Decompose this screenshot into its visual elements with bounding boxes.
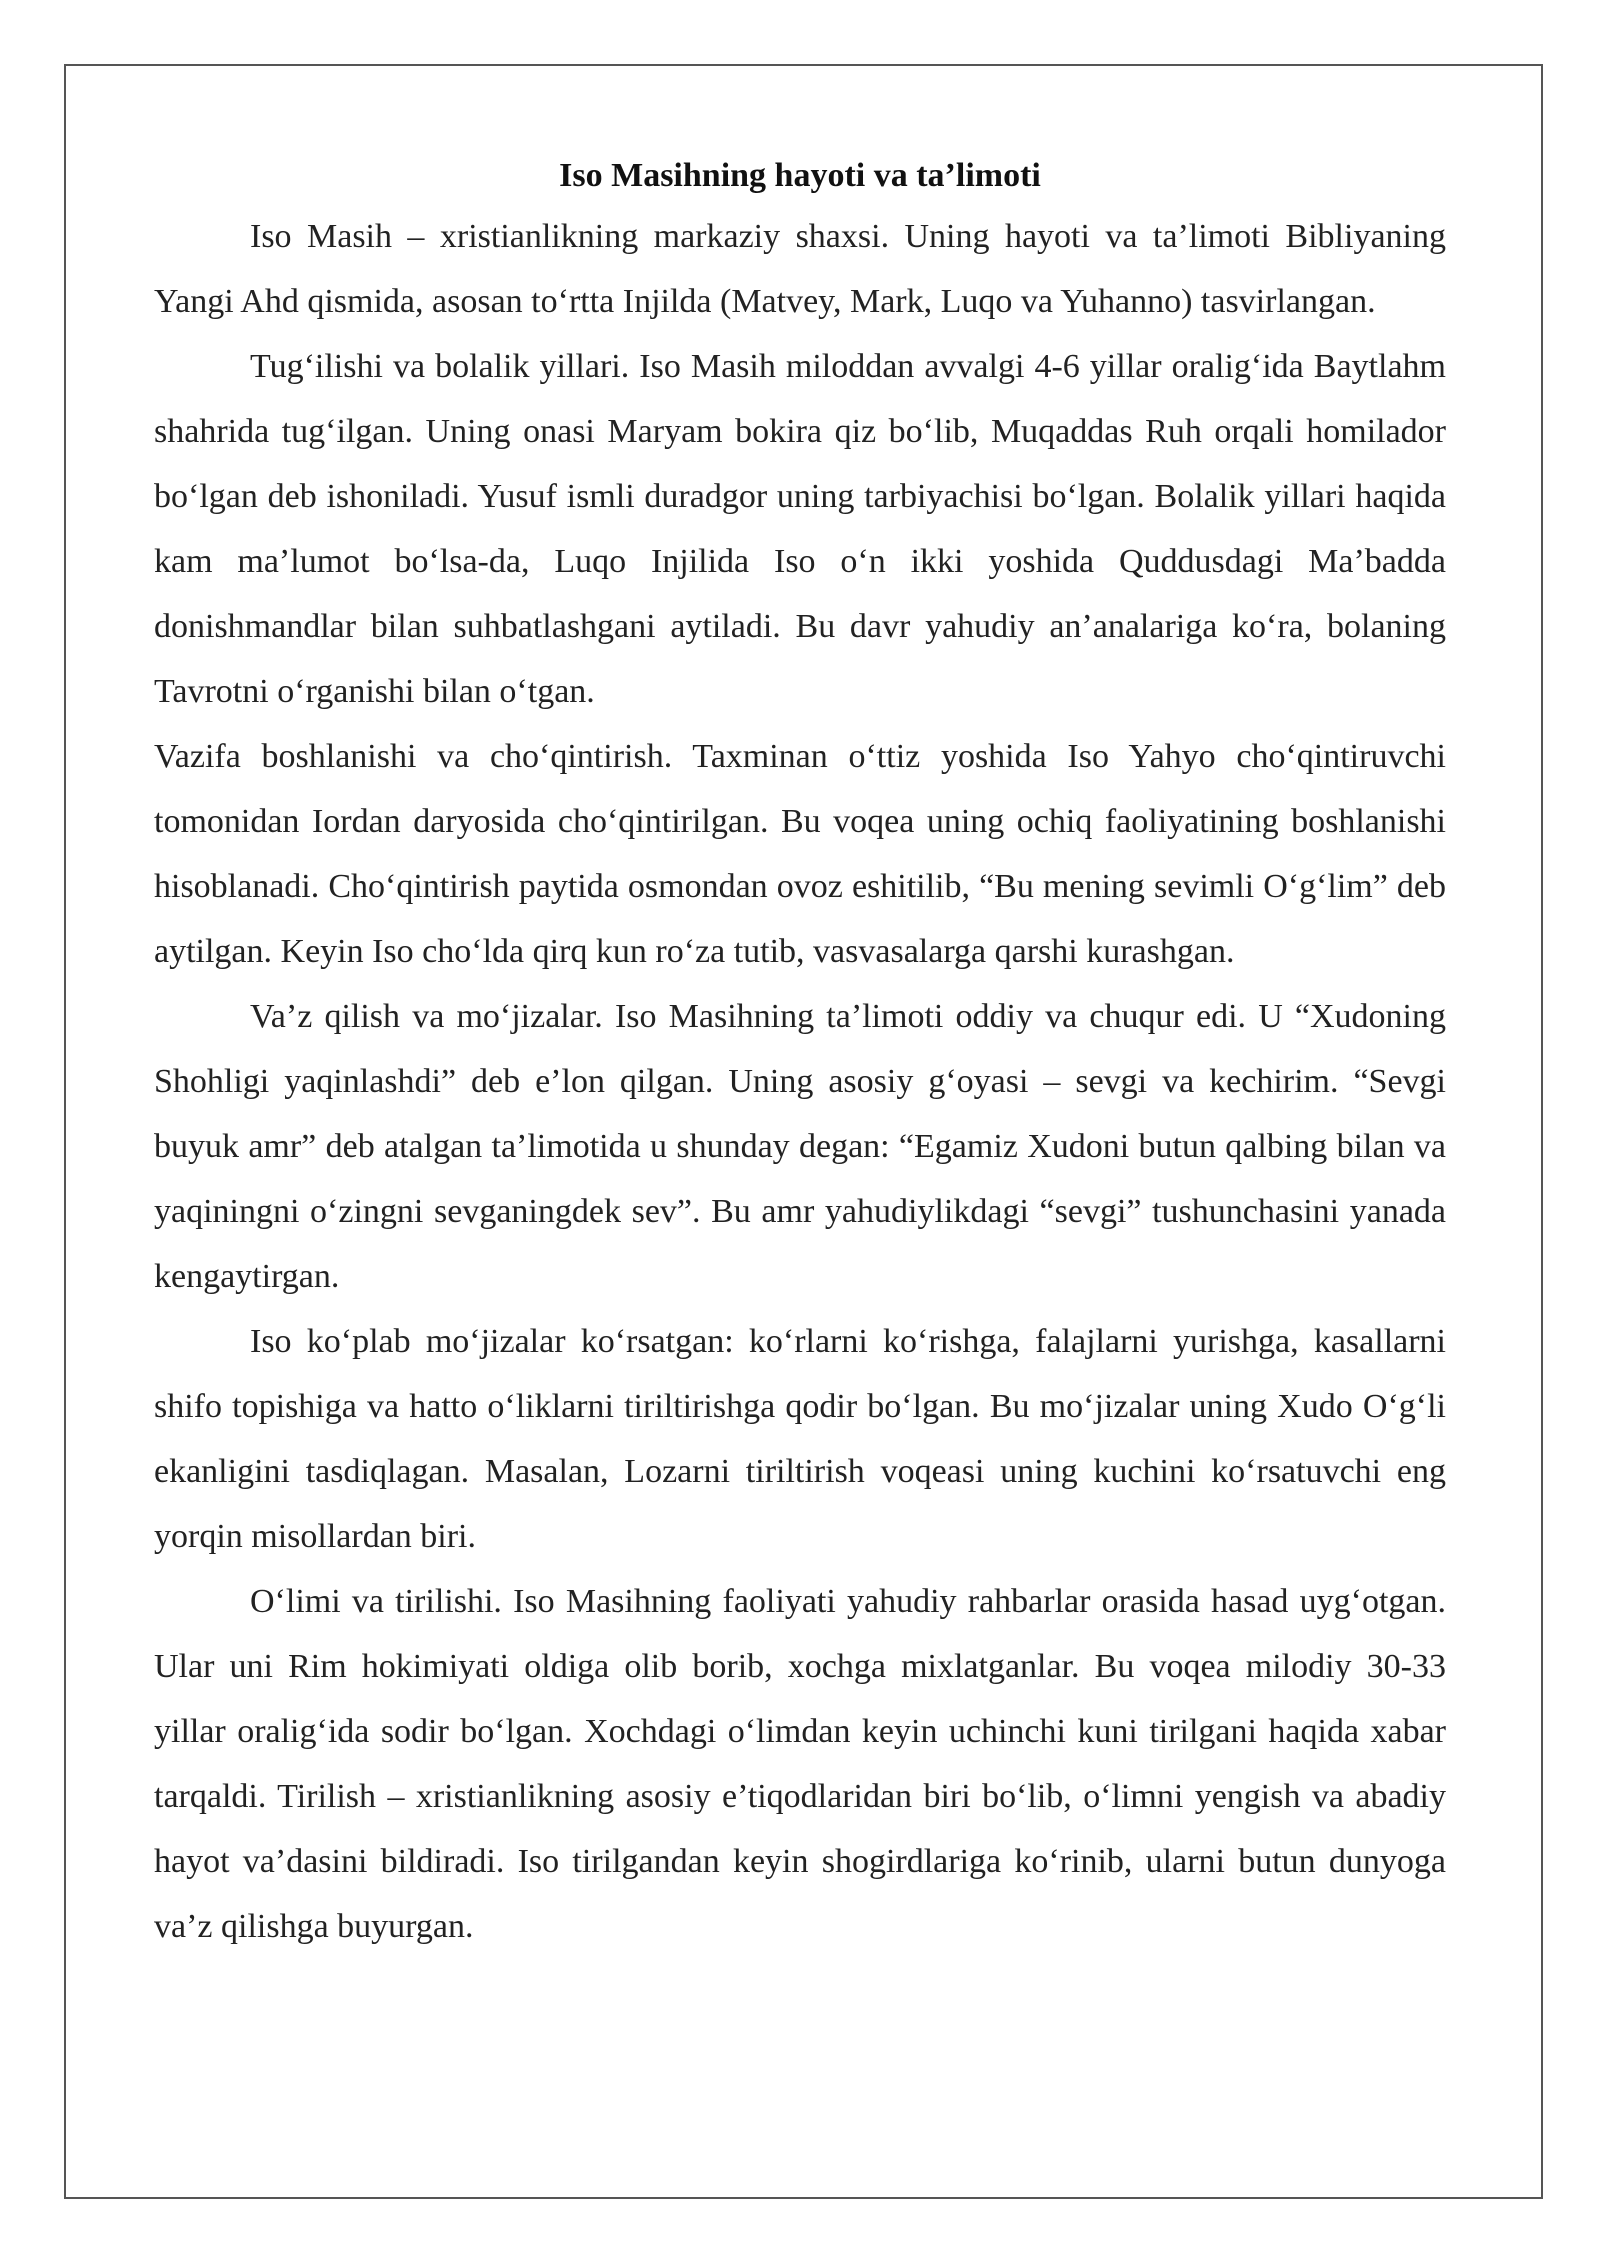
paragraph-introduction: Iso Masih – xristianlikning markaziy shaxsi. Uning hayoti va ta’limoti Bibliyaning Yangi Ahd qismida, asosan to‘rtta Injilda (Matvey, Mark, Luqo va Yuhanno) tasvirlangan. (154, 218, 1446, 320)
document-title: Iso Masihning hayoti va ta’limoti (559, 157, 1041, 194)
paragraph-preaching: Va’z qilish va mo‘jizalar. Iso Masihning ta’limoti oddiy va chuqur edi. U “Xudoning Shohligi yaqinlashdi” deb e’lon qilgan. Uning asosiy g‘oyasi – sevgi va kechirim. “Sevgi buyuk amr” deb atalgan ta’limotida u shunday degan: “Egamiz Xudoni butun qalbing bilan va yaqiningni o‘zingni sevganingdek sev”. Bu amr yahudiylikdagi “sevgi” tushunchasini yanada kengaytirgan. (154, 998, 1446, 1295)
paragraph-death-resurrection: O‘limi va tirilishi. Iso Masihning faoliyati yahudiy rahbarlar orasida hasad uyg‘otgan. Ular uni Rim hokimiyati oldiga olib borib, xochga mixlatganlar. Bu voqea milodiy 30-33 yillar oralig‘ida sodir bo‘lgan. Xochdagi o‘limdan keyin uchinchi kuni tirilgani haqida xabar tarqaldi. Tirilish – xristianlikning asosiy e’tiqodlaridan biri bo‘lib, o‘limni yengish va abadiy hayot va’dasini bildiradi. Iso tirilgandan keyin shogirdlariga ko‘rinib, ularni butun dunyoga va’z qilishga buyurgan. (154, 1583, 1446, 1945)
paragraph-miracles: Iso ko‘plab mo‘jizalar ko‘rsatgan: ko‘rlarni ko‘rishga, falajlarni yurishga, kasallarni shifo topishiga va hatto o‘liklarni tiriltirishga qodir bo‘lgan. Bu mo‘jizalar uning Xudo O‘g‘li ekanligini tasdiqlagan. Masalan, Lozarni tiriltirish voqeasi uning kuchini ko‘rsatuvchi eng yorqin misollardan biri. (154, 1323, 1446, 1555)
paragraph-baptism: Vazifa boshlanishi va cho‘qintirish. Taxminan o‘ttiz yoshida Iso Yahyo cho‘qintiruvchi tomonidan Iordan daryosida cho‘qintirilgan. Bu voqea uning ochiq faoliyatining boshlanishi hisoblanadi. Cho‘qintirish paytida osmondan ovoz eshitilib, “Bu mening sevimli O‘g‘lim” deb aytilgan. Keyin Iso cho‘lda qirq kun ro‘za tutib, vasvasalarga qarshi kurashgan. (154, 738, 1446, 970)
document-body (154, 148, 1446, 1959)
paragraph-birth-childhood: Tug‘ilishi va bolalik yillari. Iso Masih miloddan avvalgi 4-6 yillar oralig‘ida Baytlahm shahrida tug‘ilgan. Uning onasi Maryam bokira qiz bo‘lib, Muqaddas Ruh orqali homilador bo‘lgan deb ishoniladi. Yusuf ismli duradgor uning tarbiyachisi bo‘lgan. Bolalik yillari haqida kam ma’lumot bo‘lsa-da, Luqo Injilida Iso o‘n ikki yoshida Quddusdagi Ma’badda donishmandlar bilan suhbatlashgani aytiladi. Bu davr yahudiy an’analariga ko‘ra, bolaning Tavrotni o‘rganishi bilan o‘tgan. (154, 348, 1446, 710)
